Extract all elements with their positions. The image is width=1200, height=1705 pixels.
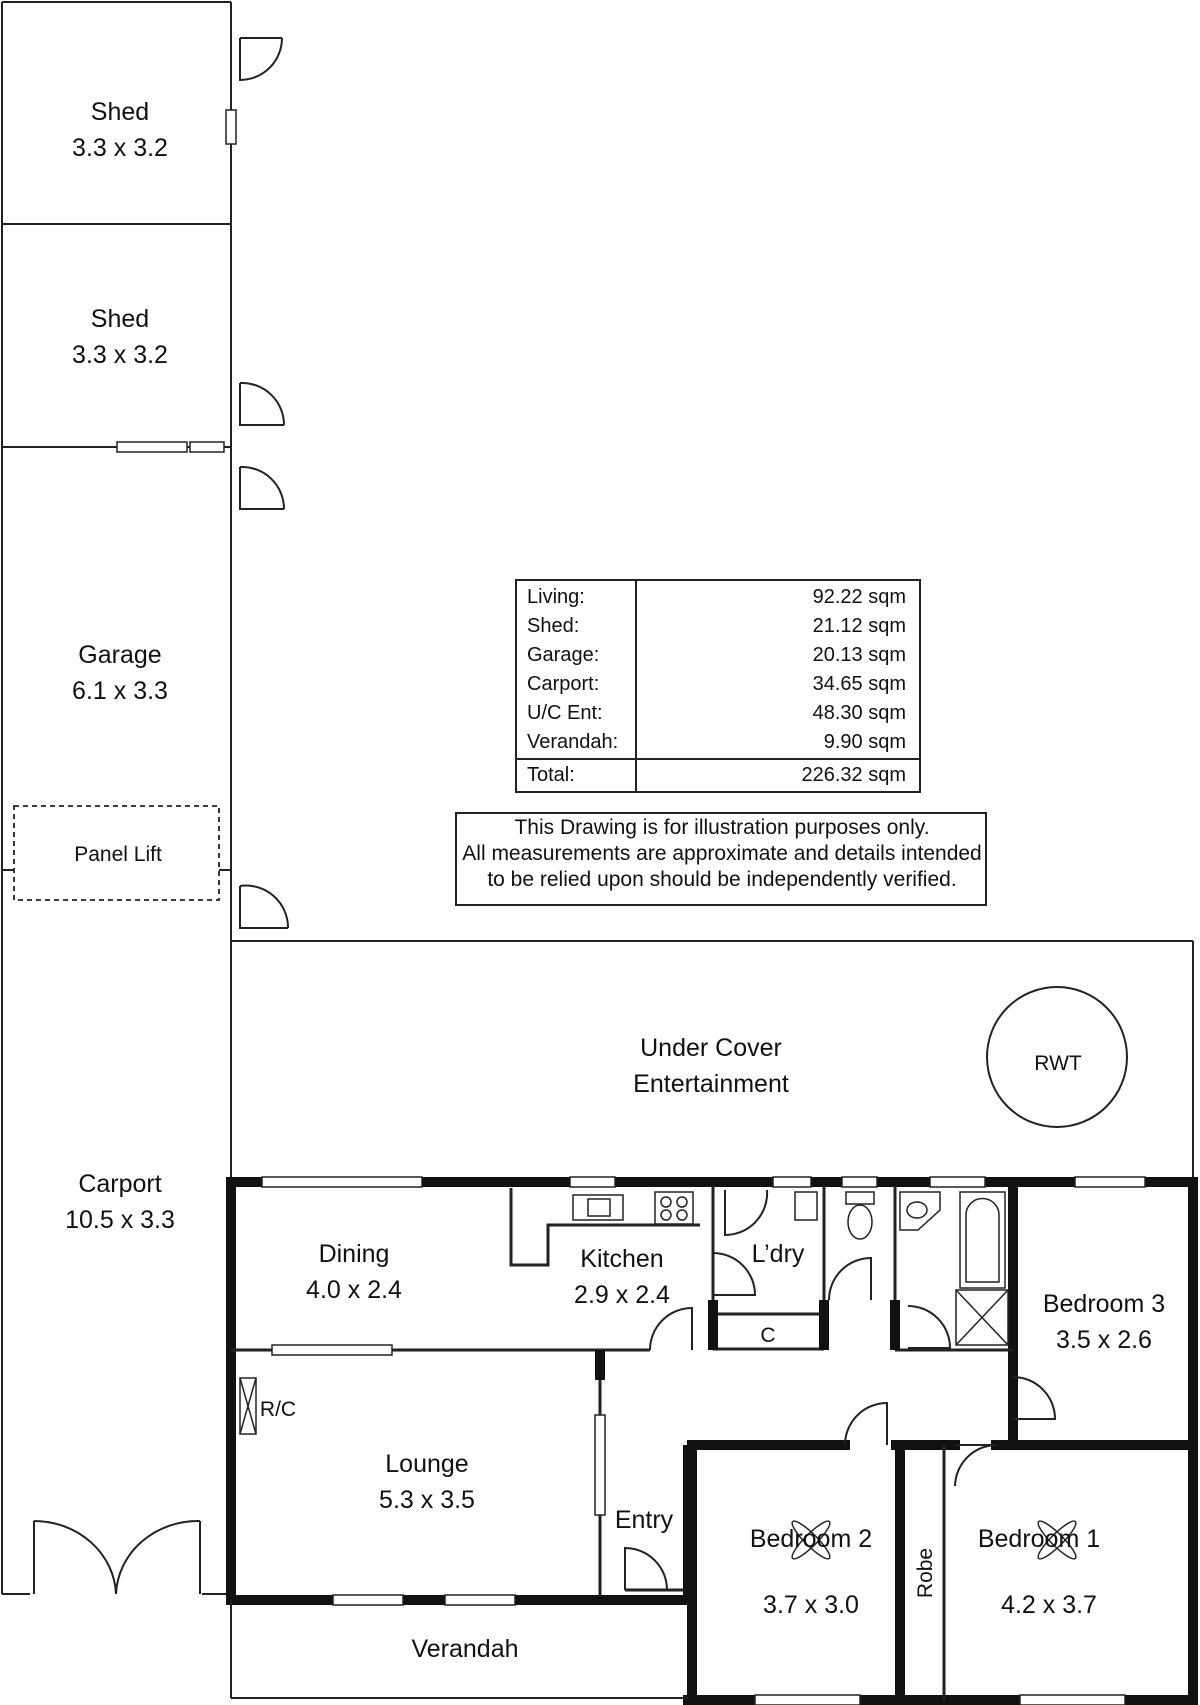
room-size: 4.0 x 2.4 [306,1276,402,1304]
room-size: 5.3 x 3.5 [379,1486,475,1514]
table-label: Living: [527,586,585,608]
table-value: 9.90 sqm [823,731,906,753]
window [117,442,224,452]
rwt-label: RWT [1034,1052,1082,1075]
room-name: Carport [78,1170,162,1198]
room-size: 3.3 x 3.2 [72,134,168,162]
room-name: Bedroom 1 [977,1525,1101,1553]
room-name: Lounge [385,1450,469,1478]
room-name: Under Cover [640,1034,782,1062]
table-value: 20.13 sqm [812,644,906,666]
table-label: Carport: [527,673,600,695]
room-name: Dining [318,1240,390,1268]
room-name: Shed [90,98,150,126]
table-label: Garage: [527,644,600,666]
room-size: 3.3 x 3.2 [72,341,168,369]
room-name: L’dry [751,1240,805,1268]
room-size: 3.5 x 2.6 [1056,1326,1152,1354]
room-name: Bedroom 2 [749,1525,873,1553]
room-name: Entry [614,1506,674,1534]
room-size: 2.9 x 2.4 [574,1281,670,1309]
room-size: 3.7 x 3.0 [763,1591,859,1619]
table-label: U/C Ent: [527,702,603,724]
table-label: Verandah: [527,731,619,753]
cupboard-label: C [760,1324,776,1347]
room-size: 6.1 x 3.3 [72,677,168,705]
disclaimer-line: This Drawing is for illustration purposes only. [514,816,930,839]
table-value: 48.30 sqm [812,702,906,724]
room-name: Garage [78,641,162,669]
table-total-label: Total: [527,764,575,786]
robe-label: Robe [914,1547,937,1599]
room-name: Kitchen [580,1245,664,1273]
table-value: 34.65 sqm [812,673,906,695]
room-name: Shed [90,305,150,333]
table-value: 21.12 sqm [812,615,906,637]
room-size: 10.5 x 3.3 [65,1206,175,1234]
rc-label: R/C [259,1398,297,1421]
table-total-value: 226.32 sqm [801,764,906,786]
room-name: Entertainment [633,1070,789,1098]
disclaimer-line: to be relied upon should be independently verified. [487,868,957,891]
panel-lift-label: Panel Lift [74,843,162,866]
room-name: Verandah [411,1635,519,1663]
room-name: Bedroom 3 [1042,1290,1166,1318]
disclaimer-line: All measurements are approximate and details intended [462,842,982,865]
table-label: Shed: [527,615,580,637]
table-value: 92.22 sqm [812,586,906,608]
room-size: 4.2 x 3.7 [1001,1591,1097,1619]
window [226,110,236,144]
